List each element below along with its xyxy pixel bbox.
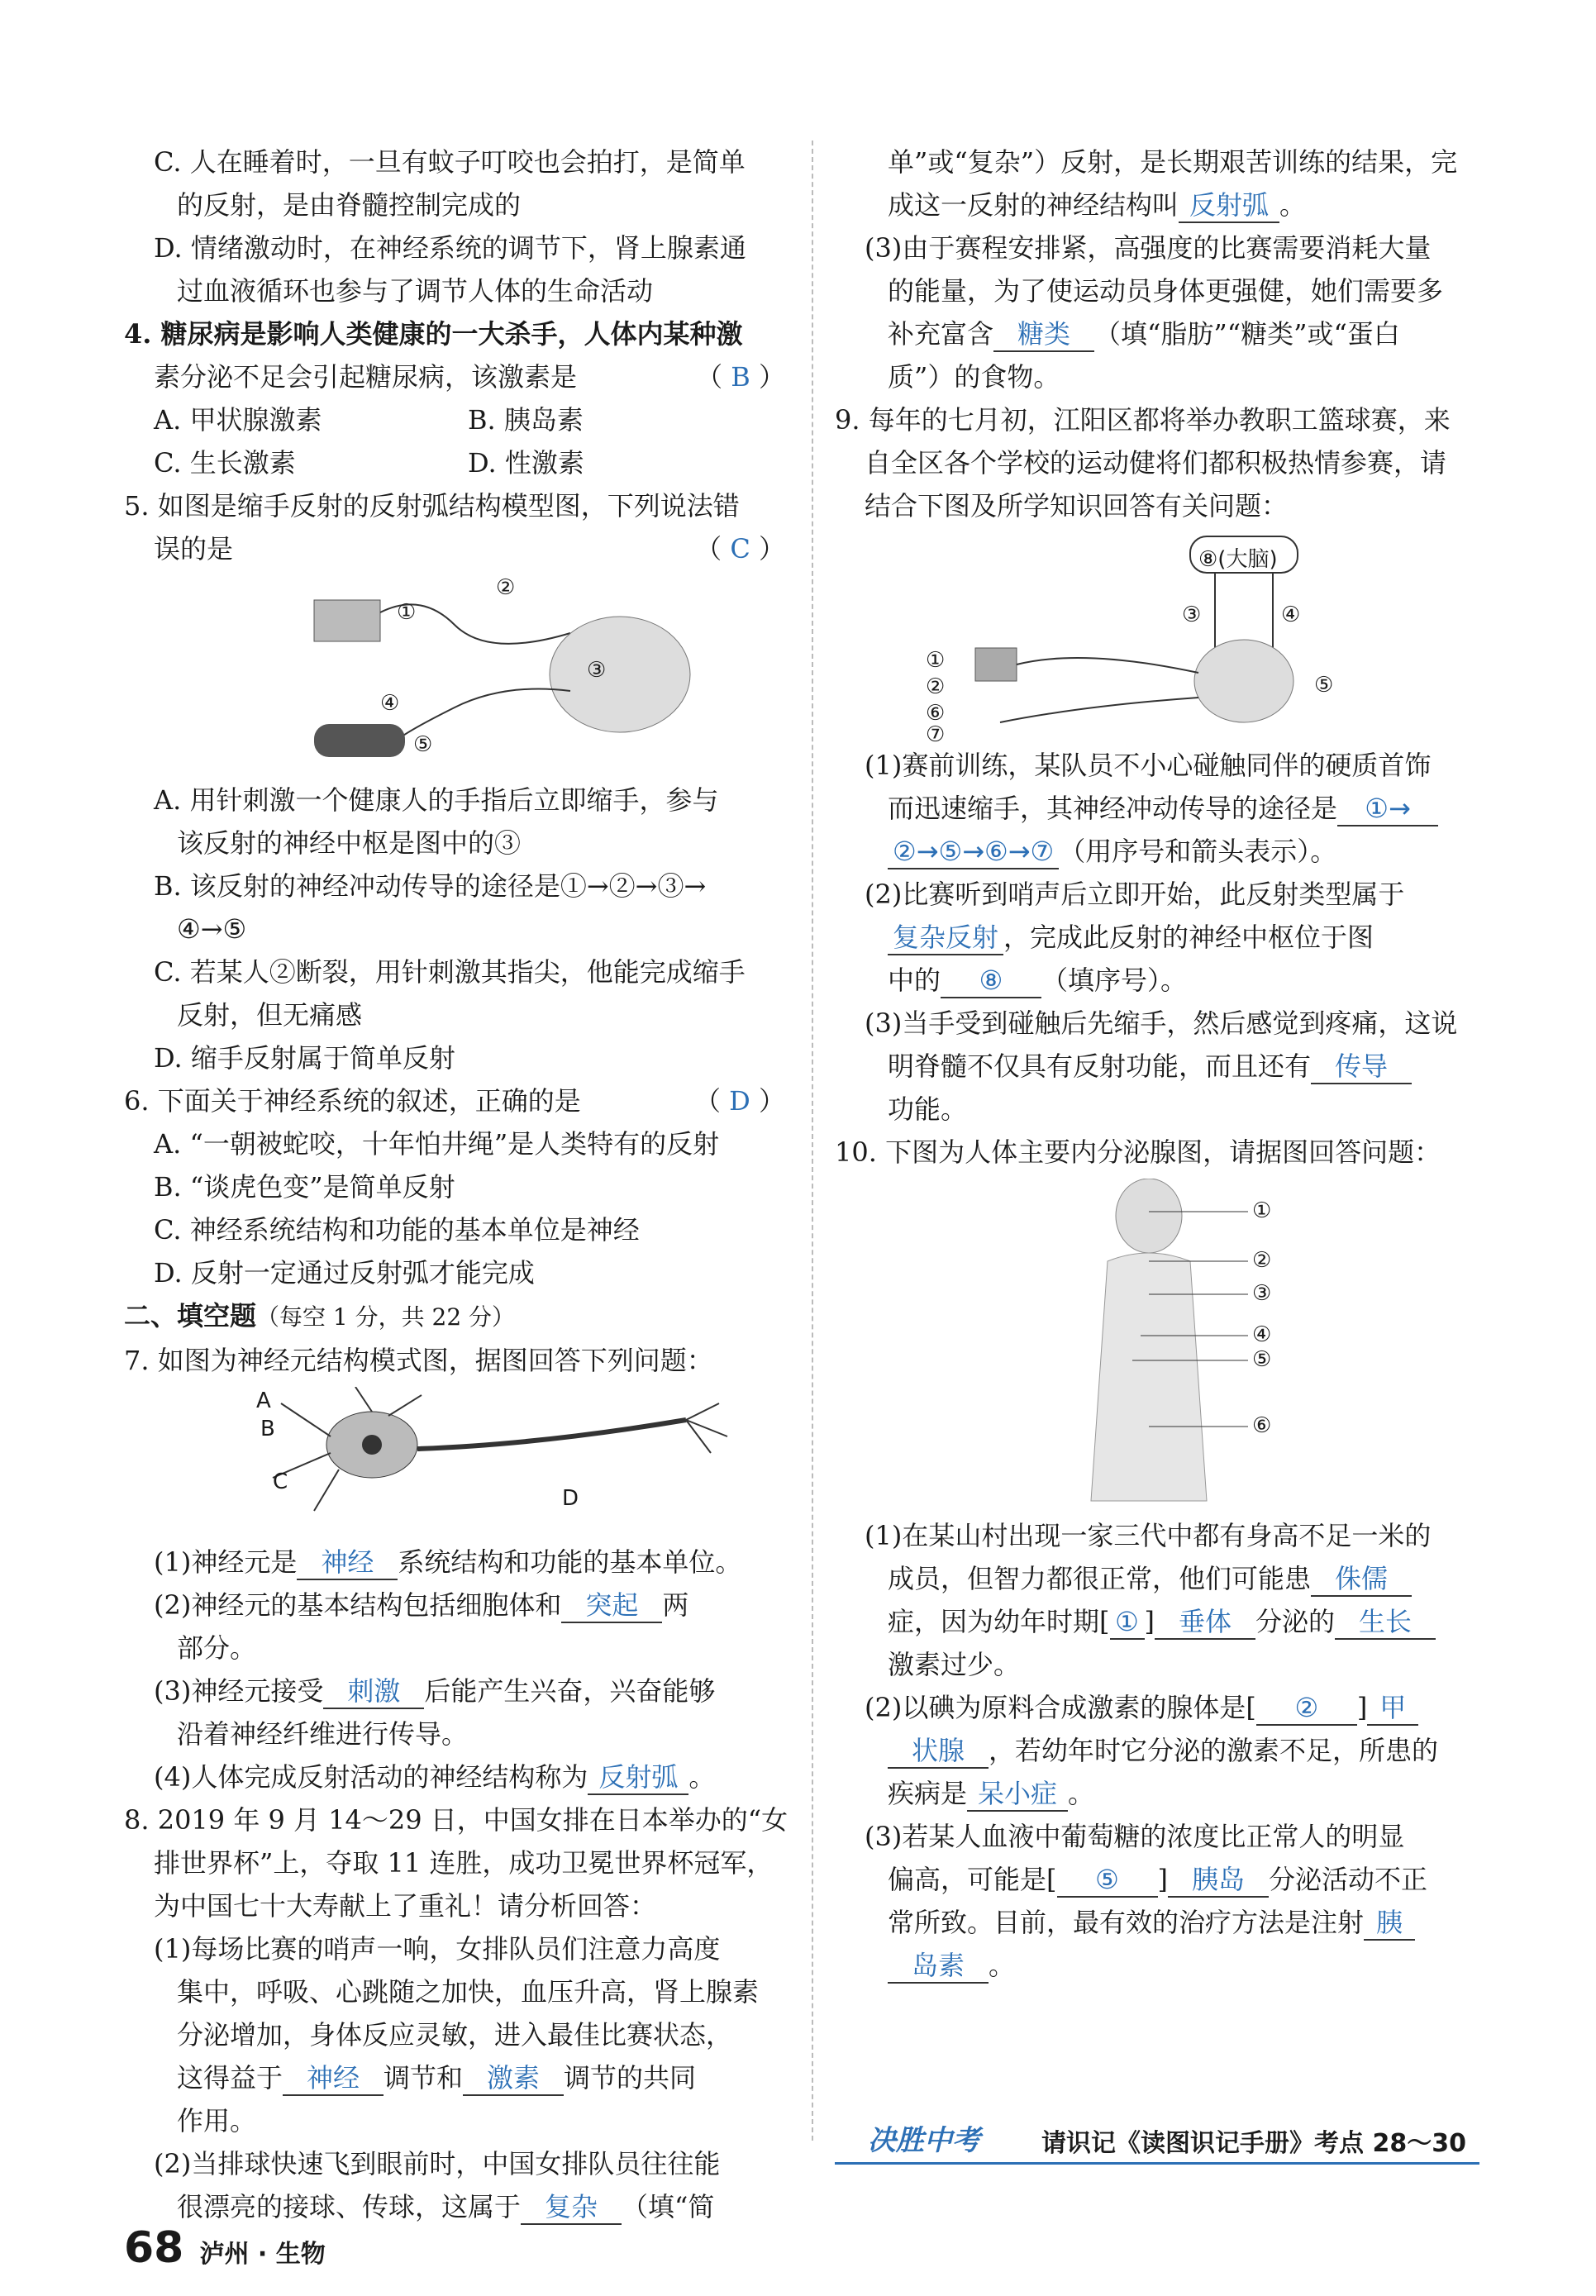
question-4: 4. 糖尿病是影响人类健康的一大杀手，人体内某种激 xyxy=(124,318,743,350)
q8-3-answer: 糖类 xyxy=(993,317,1094,352)
fig10-label-1: ① xyxy=(1252,1198,1272,1223)
fig10-label-2: ② xyxy=(1252,1248,1272,1273)
fig5-label-2: ② xyxy=(496,575,516,600)
fig7-label-a: A xyxy=(256,1389,271,1413)
q3-option-c: C. 人在睡着时，一旦有蚊子叮咬也会拍打，是简单 xyxy=(154,146,746,178)
q10-3-answer-2: 胰岛 xyxy=(1168,1863,1269,1898)
q10-1-answer-1: 侏儒 xyxy=(1311,1562,1412,1597)
q9-1-answer-b: ②→⑤→⑥→⑦ xyxy=(888,835,1059,869)
q8-1-answer-2: 激素 xyxy=(463,2061,564,2096)
q6-answer: （ D ） xyxy=(693,1085,785,1117)
question-6: 6. 下面关于神经系统的叙述，正确的是 （ D ） xyxy=(124,1079,785,1122)
q7-4-answer: 反射弧 xyxy=(588,1760,688,1795)
question-7: 7. 如图为神经元结构模式图，据图回答下列问题： xyxy=(124,1345,713,1376)
q7-1-answer: 神经 xyxy=(297,1546,398,1580)
endocrine-drawing xyxy=(835,1179,1479,1509)
fig9-label-8: ⑧(大脑) xyxy=(1198,547,1278,572)
q9-2-answer-2: ⑧ xyxy=(941,964,1041,998)
question-8: 8. 2019 年 9 月 14～29 日，中国女排在日本举办的“女 xyxy=(124,1804,788,1836)
q9-3-answer: 传导 xyxy=(1311,1050,1412,1084)
q10-2-answer-2a: 甲 xyxy=(1367,1691,1418,1726)
neuron-figure xyxy=(124,1387,785,1536)
q8-1-answer-1: 神经 xyxy=(283,2061,384,2096)
q10-1-answer-4: 生长 xyxy=(1335,1605,1436,1640)
fig9-label-7: ⑦ xyxy=(926,722,946,747)
question-9: 9. 每年的七月初，江阳区都将举办教职工篮球赛，来 xyxy=(835,404,1451,436)
column-divider xyxy=(812,141,813,2141)
q10-2-answer-3: 呆小症 xyxy=(967,1777,1068,1812)
q10-3-answer-3a: 胰 xyxy=(1364,1906,1415,1941)
right-footer-banner xyxy=(835,2116,1479,2165)
q7-2-answer: 突起 xyxy=(561,1589,662,1623)
fig5-label-1: ① xyxy=(397,600,417,625)
q10-2-answer-2b: 状腺 xyxy=(888,1734,989,1769)
q7-3-answer: 刺激 xyxy=(323,1674,424,1709)
reflex-arc-drawing xyxy=(124,575,785,774)
q10-3-answer-1: ⑤ xyxy=(1057,1863,1158,1898)
fig10-label-4: ④ xyxy=(1252,1322,1272,1347)
fig9-label-1: ① xyxy=(926,648,946,673)
fig7-label-d: D xyxy=(562,1486,579,1511)
q9-1-answer-a: ①→ xyxy=(1337,792,1438,826)
page-number: 68 xyxy=(124,2223,184,2273)
q10-2-answer-1: ② xyxy=(1256,1691,1357,1726)
question-5: 5. 如图是缩手反射的反射弧结构模型图，下列说法错 xyxy=(124,490,740,522)
page-source: 泸州 · 生物 xyxy=(199,2240,326,2269)
reflex-pathway-figure xyxy=(835,532,1479,747)
fig5-label-4: ④ xyxy=(380,691,400,716)
q10-1-answer-2: ① xyxy=(1110,1605,1145,1640)
page-footer xyxy=(124,2223,326,2273)
right-column: 单”或“复杂”）反射，是长期艰苦训练的结果，完 成这一反射的神经结构叫 反射弧 。 (3)由于赛程安排紧，高强度的比赛需要消耗大量 的能量，为了使运动员身体更强健，她们需要多 补充富含 糖类 （填“脂肪”“糖类”或“蛋白 质”）的食物。 9. 每年的七月初，江阳区都将举办教职工篮球赛，来 自全区各个学校的运动健将们都积极热情参赛，请 结合下图及所学知识回答有关问题： ⑧(大脑) ③ ④ ① ② ⑥ ⑦ ⑤ (1)赛前训练，某队员不小心碰触同伴的硬质首饰 而迅速缩手，其神经冲动传导的途径是 ①→ ②→⑤→⑥→⑦ （用序号和箭头表示）。 (2)比赛听到哨声后立即开始，此反射类型属于 复杂反射 ，完成此反射的神经中枢位于图 中的 ⑧ （填序号）。 (3)当手受到碰触后先缩手，然后感觉到疼痛，这说 明脊髓不仅具有反射功能，而且还有 传导 功能。 10. 下图为人体主要内分泌腺图，请据图回答问题： ① ② ③ ④ ⑤ ⑥ (1)在某山村出现一家三代中都有身高不足一米的 成员，但智力都很正常，他们可能患 侏儒 症，因为幼年时期[ ① ] 垂体 分泌的 生长 激素过少。 (2)以碘为原料合成激素的腺体是[ ② ] 甲 状腺 ，若幼年时它分泌的激素不足，所患的 疾病是 呆小症 。 (3)若某人血液中葡萄糖的浓度比正常人的明显 偏高，可能是[ ⑤ ] 胰岛 分泌活动不正 常所致。目前，最有效的治疗方法是注射 胰 岛素 。 xyxy=(835,141,1479,1987)
fig5-label-3: ③ xyxy=(587,658,607,683)
endocrine-figure xyxy=(835,1179,1479,1509)
q9-2-answer-1: 复杂反射 xyxy=(888,921,1003,955)
fig10-label-6: ⑥ xyxy=(1252,1413,1272,1438)
fig7-label-c: C xyxy=(273,1470,288,1494)
fig9-label-6: ⑥ xyxy=(926,701,946,726)
fig7-label-b: B xyxy=(260,1417,275,1441)
q4-answer: （ B ） xyxy=(696,361,785,393)
reflex-arc-figure xyxy=(124,575,785,774)
brand-logo-text: 决胜中考 xyxy=(868,2124,980,2157)
q10-1-answer-3: 垂体 xyxy=(1155,1605,1255,1640)
fig9-label-4: ④ xyxy=(1281,603,1301,627)
fig5-label-5: ⑤ xyxy=(413,732,433,757)
section-2-heading: 二、填空题（每空 1 分，共 22 分） xyxy=(124,1300,516,1331)
fig10-label-3: ③ xyxy=(1252,1281,1272,1306)
q8-2-answer-2: 反射弧 xyxy=(1179,188,1279,223)
fig9-label-5: ⑤ xyxy=(1314,673,1334,698)
q10-3-answer-3b: 岛素 xyxy=(888,1949,989,1984)
q8-2-answer: 复杂 xyxy=(521,2190,622,2225)
q5-answer: （ C ） xyxy=(695,533,785,564)
question-10: 10. 下图为人体主要内分泌腺图，请据图回答问题： xyxy=(835,1136,1441,1168)
neuron-drawing xyxy=(124,1387,785,1536)
left-column: C. 人在睡着时，一旦有蚊子叮咬也会拍打，是简单 的反射，是由脊髓控制完成的 D. 情绪激动时，在神经系统的调节下，肾上腺素通 过血液循环也参与了调节人体的生命活动 4. 糖尿病是影响人类健康的一大杀手，人体内某种激 素分泌不足会引起糖尿病，该激素是 （ B ） A. 甲状腺激素 B. 胰岛素 C. 生长激素 D. 性激素 5. 如图是缩手反射的反射弧结构模型图，下列说法错 误的是 （ C ） ① ② ③ ④ ⑤ A. 用针刺激一个健康人的手指后立即缩手，参与 该反射的神经中枢是图中的③ B. 该反射的神经冲动传导的途径是①→②→③→ ④→⑤ C. 若某人②断裂，用针刺激其指尖，他能完成缩手 反射，但无痛感 D. 缩手反射属于简单反射 6. 下面关于神经系统的叙述，正确的是 （ D ） A. “一朝被蛇咬，十年怕井绳”是人类特有的反射 B. “谈虎色变”是简单反射 C. 神经系统结构和功能的基本单位是神经 D. 反射一定通过反射弧才能完成 二、填空题（每空 1 分，共 22 分） 7. 如图为神经元结构模式图，据图回答下列问题： A B C D (1)神经元是 神经 系统结构和功能的基本单位。 (2)神经元的基本结构包括细胞体和 突起 两 部分。 (3)神经元接受 刺激 后能产生兴奋，兴奋能够 沿着神经纤维进行传导。 (4)人体完成反射活动的神经结构称为 反射弧 。 8. 2019 年 9 月 14～29 日，中国女排在日本举办的“女 排世界杯”上，夺取 11 连胜，成功卫冕世界杯冠军， 为中国七十大寿献上了重礼！请分析回答： (1)每场比赛的哨声一响，女排队员们注意力高度 集中，呼吸、心跳随之加快，血压升高，肾上腺素 分泌增加，身体反应灵敏，进入最佳比赛状态， 这得益于 神经 调节和 激素 调节的共同 作用。 (2)当排球快速飞到眼前时，中国女排队员往往能 很漂亮的接球、传球，这属于 复杂 （填“简 xyxy=(124,141,785,2228)
fig9-label-3: ③ xyxy=(1182,603,1202,627)
fig9-label-2: ② xyxy=(926,674,946,699)
q3-option-d: D. 情绪激动时，在神经系统的调节下，肾上腺素通 xyxy=(154,232,746,264)
footer-note: 请识记《读图识记手册》考点 28～30 xyxy=(1041,2129,1466,2158)
fig10-label-5: ⑤ xyxy=(1252,1347,1272,1372)
